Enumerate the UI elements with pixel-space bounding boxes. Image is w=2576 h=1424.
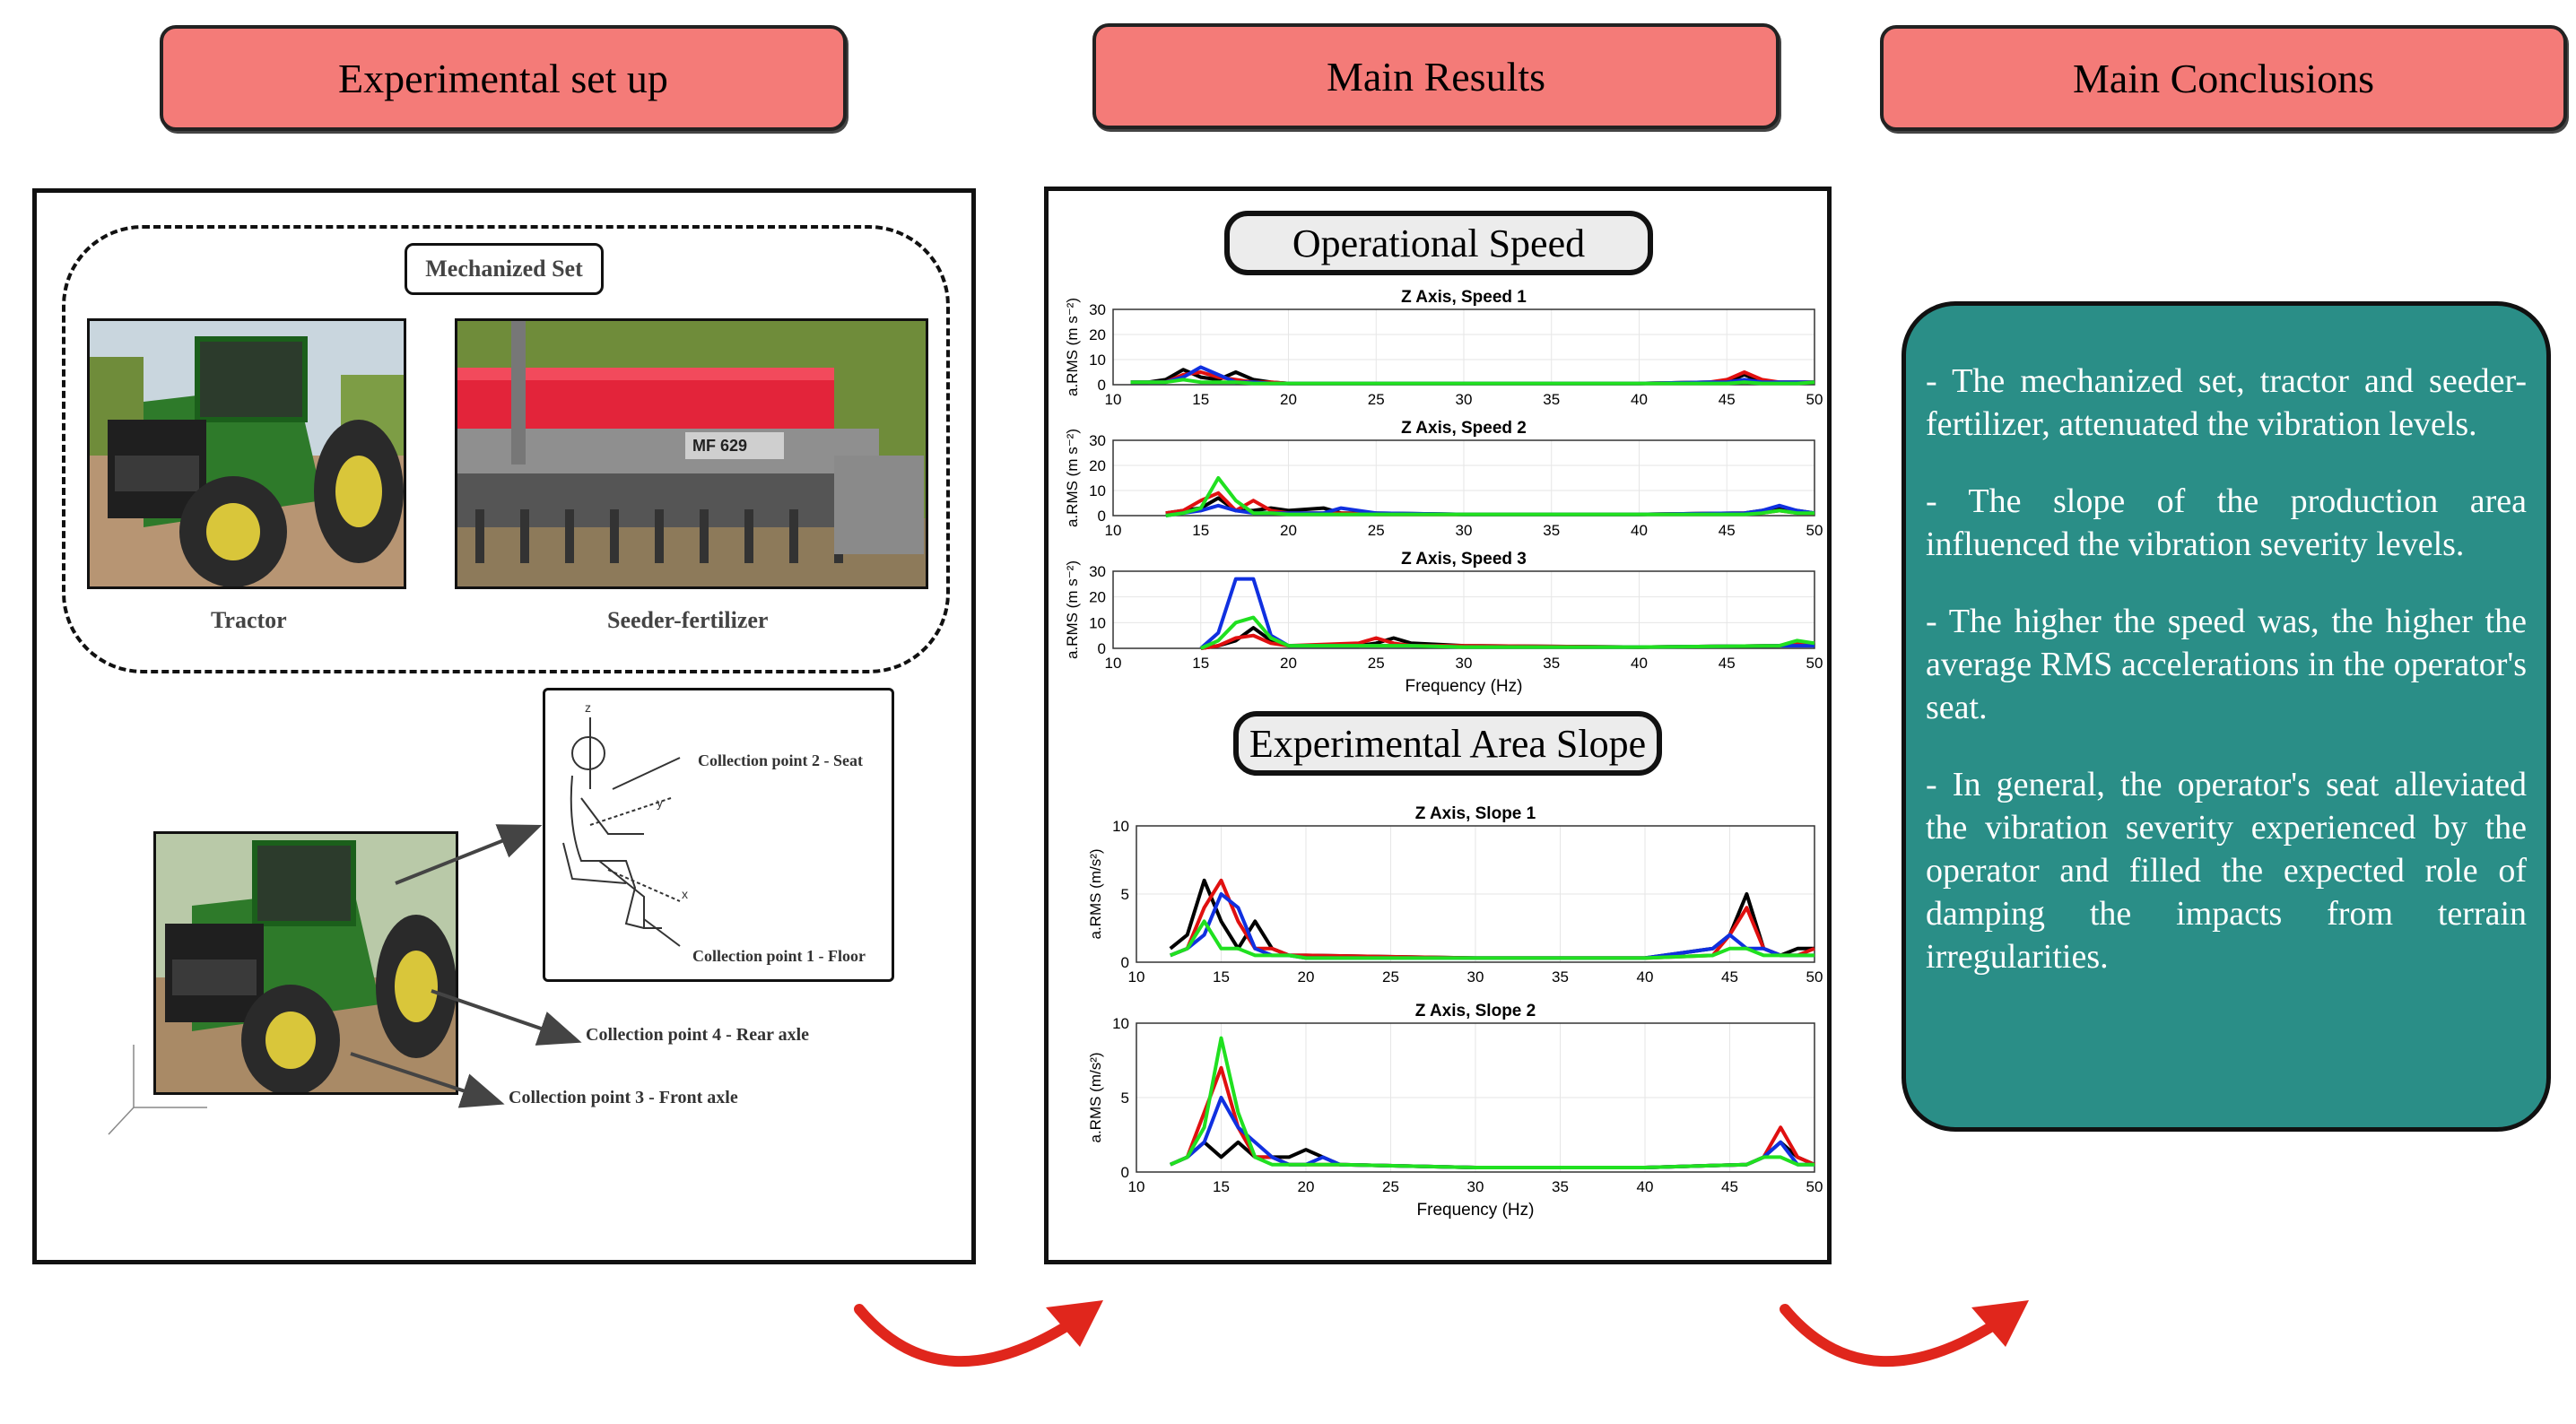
collection-point-4-label: Collection point 4 - Rear axle <box>586 1025 810 1045</box>
series-line-4 <box>1201 618 1815 648</box>
series-line-3 <box>1201 579 1815 648</box>
x-tick-label: 45 <box>1718 522 1736 539</box>
x-tick-label: 20 <box>1280 391 1297 408</box>
y-tick-label: 5 <box>1120 1090 1129 1107</box>
chart-speed-1 <box>1057 284 1829 412</box>
x-tick-label: 20 <box>1280 522 1297 539</box>
x-tick-label: 40 <box>1636 968 1654 986</box>
chart-title: Z Axis, Speed 2 <box>1401 419 1527 438</box>
x-tick-label: 45 <box>1718 655 1736 672</box>
y-axis-label: a.RMS (m/s²) <box>1087 848 1104 940</box>
y-tick-label: 0 <box>1097 508 1106 525</box>
area-slope-title-text: Experimental Area Slope <box>1249 721 1647 766</box>
flow-arrow-2 <box>1769 1273 2056 1399</box>
collection-point-1-label: Collection point 1 - Floor <box>692 947 866 965</box>
x-tick-label: 10 <box>1127 1178 1145 1195</box>
y-tick-label: 10 <box>1089 482 1106 499</box>
x-tick-label: 35 <box>1543 522 1561 539</box>
flow-arrow-1 <box>843 1273 1130 1399</box>
x-tick-label: 10 <box>1127 968 1145 986</box>
y-tick-label: 20 <box>1089 326 1106 343</box>
x-tick-label: 30 <box>1455 391 1473 408</box>
x-tick-label: 40 <box>1631 522 1648 539</box>
x-tick-label: 45 <box>1718 391 1736 408</box>
series-line-2 <box>1166 493 1815 515</box>
x-tick-label: 40 <box>1636 1178 1654 1195</box>
y-tick-label: 5 <box>1120 886 1129 903</box>
x-axis-label: Frequency (Hz) <box>1405 677 1523 696</box>
header-experimental-setup-label: Experimental set up <box>338 55 668 101</box>
collection-point-arrows <box>37 193 971 1260</box>
collection-point-2-label: Collection point 2 - Seat <box>698 751 863 769</box>
chart-slope-1 <box>1057 801 1829 989</box>
y-tick-label: 30 <box>1089 563 1106 580</box>
x-tick-label: 15 <box>1192 522 1210 539</box>
y-tick-label: 20 <box>1089 588 1106 606</box>
x-tick-label: 25 <box>1382 968 1399 986</box>
x-tick-label: 15 <box>1213 1178 1230 1195</box>
y-tick-label: 10 <box>1089 614 1106 632</box>
area-slope-title <box>1233 711 1662 776</box>
y-axis-label: a.RMS (m s⁻²) <box>1064 560 1081 660</box>
operational-speed-title-text: Operational Speed <box>1292 221 1586 265</box>
header-main-results <box>1092 23 1780 129</box>
x-tick-label: 15 <box>1192 655 1210 672</box>
operational-speed-title <box>1224 211 1653 275</box>
chart-title: Z Axis, Speed 1 <box>1401 288 1527 307</box>
conclusions-box <box>1902 301 2551 1132</box>
x-tick-label: 20 <box>1297 968 1315 986</box>
y-axis-label: a.RMS (m s⁻²) <box>1064 297 1081 397</box>
mechanized-set-label: Mechanized Set <box>405 243 604 295</box>
y-tick-label: 0 <box>1097 377 1106 394</box>
x-tick-label: 35 <box>1543 391 1561 408</box>
x-tick-label: 20 <box>1297 1178 1315 1195</box>
conclusion-1: - The mechanized set, tractor and seeder-fertilizer, attenuated the vibration levels. <box>1926 362 2527 443</box>
y-tick-label: 30 <box>1089 301 1106 318</box>
chart-title: Z Axis, Speed 3 <box>1401 550 1527 569</box>
y-tick-label: 0 <box>1120 954 1129 971</box>
x-tick-label: 25 <box>1367 655 1385 672</box>
x-tick-label: 25 <box>1367 522 1385 539</box>
y-tick-label: 0 <box>1097 640 1106 657</box>
x-tick-label: 15 <box>1213 968 1230 986</box>
chart-slope-2 <box>1057 998 1829 1222</box>
header-main-conclusions-label: Main Conclusions <box>2072 55 2375 101</box>
header-main-conclusions <box>1880 25 2567 131</box>
y-tick-label: 30 <box>1089 432 1106 449</box>
axis-y-label: y <box>657 795 663 810</box>
axis-z-label: z <box>585 700 591 715</box>
x-tick-label: 50 <box>1806 391 1823 408</box>
y-axis-label: a.RMS (m s⁻²) <box>1064 428 1081 528</box>
x-tick-label: 15 <box>1192 391 1210 408</box>
conclusion-4: - In general, the operator's seat alleviated the vibration severity experienced by the operator and filled the expected role of damping the impacts from terrain irregularities. <box>1926 766 2527 976</box>
y-tick-label: 10 <box>1112 818 1129 835</box>
chart-speed-2 <box>1057 415 1829 543</box>
x-tick-label: 20 <box>1280 655 1297 672</box>
x-tick-label: 50 <box>1806 522 1823 539</box>
chart-speed-3 <box>1057 546 1829 699</box>
results-panel <box>1044 187 1832 1264</box>
chart-title: Z Axis, Slope 2 <box>1414 1002 1536 1020</box>
x-tick-label: 50 <box>1806 1178 1823 1195</box>
x-tick-label: 35 <box>1552 1178 1569 1195</box>
x-tick-label: 40 <box>1631 655 1648 672</box>
setup-panel <box>32 188 976 1264</box>
x-axis-label: Frequency (Hz) <box>1416 1201 1535 1220</box>
seeder-label: Seeder-fertilizer <box>607 607 769 633</box>
x-tick-label: 10 <box>1104 391 1122 408</box>
x-tick-label: 50 <box>1806 655 1823 672</box>
x-tick-label: 45 <box>1721 968 1738 986</box>
x-tick-label: 30 <box>1466 1178 1484 1195</box>
x-tick-label: 50 <box>1806 968 1823 986</box>
y-tick-label: 10 <box>1112 1015 1129 1032</box>
axis-x-label: x <box>682 887 688 901</box>
chart-title: Z Axis, Slope 1 <box>1414 804 1536 823</box>
x-tick-label: 30 <box>1455 522 1473 539</box>
x-tick-label: 30 <box>1466 968 1484 986</box>
conclusion-3: - The higher the speed was, the higher the average RMS accelerations in the operator's seat. <box>1926 603 2527 726</box>
y-tick-label: 0 <box>1120 1164 1129 1181</box>
y-axis-label: a.RMS (m/s²) <box>1087 1052 1104 1143</box>
x-tick-label: 10 <box>1104 655 1122 672</box>
x-tick-label: 35 <box>1543 655 1561 672</box>
x-tick-label: 35 <box>1552 968 1569 986</box>
y-tick-label: 20 <box>1089 457 1106 474</box>
y-tick-label: 10 <box>1089 352 1106 369</box>
tractor-label: Tractor <box>211 607 287 633</box>
header-experimental-setup <box>160 25 847 131</box>
x-tick-label: 25 <box>1367 391 1385 408</box>
seeder-plate-text: MF 629 <box>692 437 748 455</box>
x-tick-label: 30 <box>1455 655 1473 672</box>
header-main-results-label: Main Results <box>1326 53 1546 100</box>
x-tick-label: 25 <box>1382 1178 1399 1195</box>
x-tick-label: 10 <box>1104 522 1122 539</box>
x-tick-label: 45 <box>1721 1178 1738 1195</box>
conclusion-2: - The slope of the production area influenced the vibration severity levels. <box>1926 482 2527 563</box>
collection-point-3-label: Collection point 3 - Front axle <box>509 1088 738 1107</box>
x-tick-label: 40 <box>1631 391 1648 408</box>
series-line-4 <box>1171 1038 1815 1168</box>
